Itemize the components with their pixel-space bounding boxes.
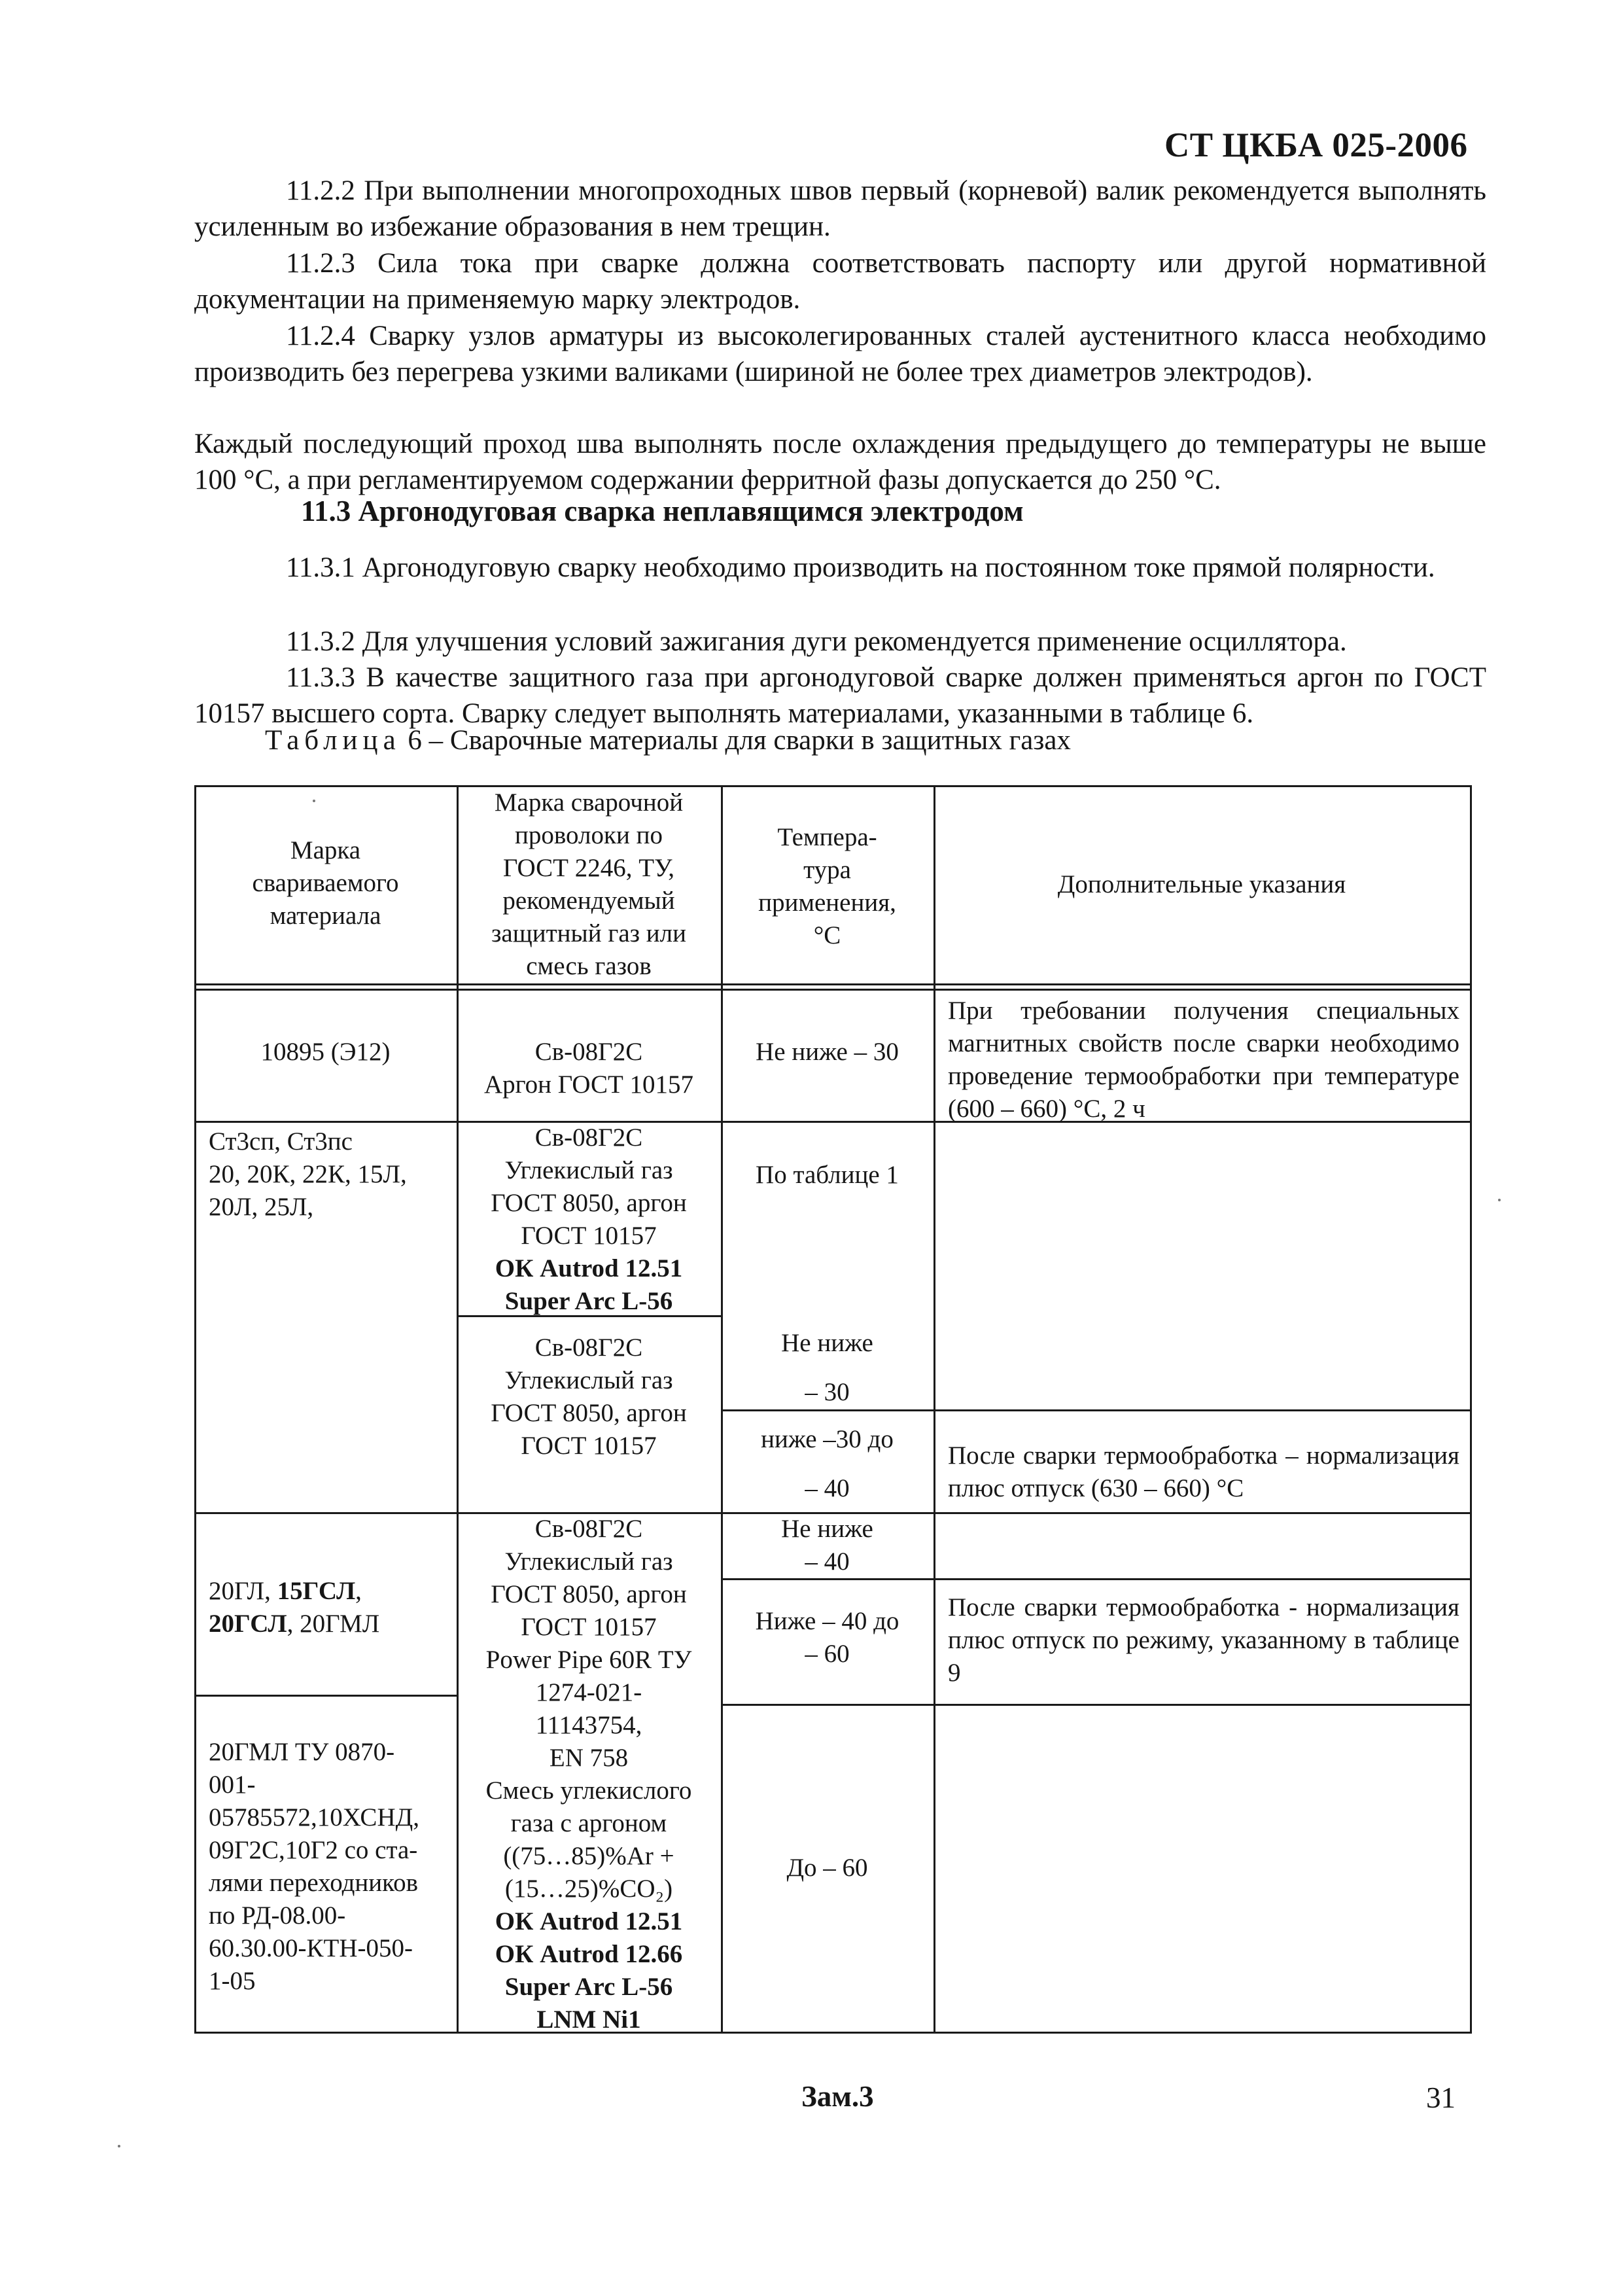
row3b-material-line: 60.30.00-КТН-050- [209, 1934, 413, 1962]
header-material [194, 834, 457, 932]
row3-wire-line: (15…25)%CO₂) [504, 1875, 673, 1903]
paragraph-11-2-4: 11.2.4 Сварку узлов арматуры из высоколегированных сталей аустенитного класса необходимо производить без перегрева узкими валиками (шириной не более трех диаметров электродов). [194, 321, 1486, 387]
row3b-material-line: 09Г2С,10Г2 со ста- [209, 1836, 418, 1864]
table-border-left [194, 785, 196, 2034]
row3a-material-part-bold: 15ГСЛ [277, 1577, 356, 1605]
header-wire-line: рекомендуемый [502, 887, 675, 915]
table-header-bottom-rule [194, 983, 1472, 985]
paragraph-11-3-2: 11.3.2 Для улучшения условий зажигания дуги рекомендуется применение осциллятора. [286, 626, 1347, 657]
col-divider-3 [934, 785, 935, 2034]
header-wire-line: защитный газ или [491, 919, 687, 947]
row3-wire-line: газа с аргоном [510, 1809, 667, 1837]
paragraph-11-2-2: 11.2.2 При выполнении многопроходных швов первый (корневой) валик рекомендуется выполнять усиленным во избежание образования в нем трещин. [194, 175, 1486, 242]
row3-wire-line: 1274-021- [535, 1678, 642, 1706]
row2a-wire-line: ГОСТ 10157 [521, 1222, 657, 1250]
row2a-wire [457, 1122, 721, 1318]
row2-material-line: Ст3сп, Ст3пс [209, 1127, 353, 1156]
row3-wire-bold-line: ОК Autrod 12.66 [495, 1940, 683, 1968]
row3b-material-line: 20ГМЛ ТУ 0870- [209, 1738, 395, 1766]
row3b-material-line: по РД-08.00- [209, 1901, 346, 1930]
paragraph-11-3-3: 11.3.3 В качестве защитного газа при аргонодуговой сварке должен применяться аргон по ГОСТ 10157 высшего сорта. Сварку следует выполнять материалами, указанными в таблице 6. [194, 662, 1486, 729]
row1-wire [457, 1036, 721, 1101]
table-border-right [1470, 785, 1472, 2034]
table-caption [265, 724, 1071, 756]
row2b-temp-line: – 40 [805, 1474, 850, 1502]
row3b-material [209, 1736, 454, 1998]
row1-temperature: Не ниже – 30 [756, 1038, 899, 1066]
row2a-wire-bold-line: Super Arc L-56 [504, 1287, 673, 1315]
row3-wire-line: 11143754, [535, 1711, 642, 1739]
row3-wire-line: ГОСТ 8050, аргон [491, 1580, 687, 1608]
table-border-bottom [194, 2032, 1472, 2034]
row1-wire-line: Аргон ГОСТ 10157 [483, 1070, 694, 1099]
change-mark: Зам.3 [801, 2080, 874, 2113]
paragraph-11-2-3: 11.2.3 Сила тока при сварке должна соответствовать паспорту или другой нормативной документации на применяемую марку электродов. [194, 248, 1486, 315]
header-temperature-line: °С [813, 921, 841, 949]
row2a-wire-line: Св-08Г2С [534, 1123, 643, 1152]
row3-wire-bold-line: Super Arc L-56 [504, 1973, 673, 2001]
header-wire [457, 786, 721, 983]
header-temperature [721, 821, 934, 952]
row2a-wire-bold-line: ОК Autrod 12.51 [495, 1254, 683, 1282]
row2b-temp-line: – 30 [805, 1378, 850, 1406]
row3-wire-bold-line: ОК Autrod 12.51 [495, 1907, 683, 1935]
row3b-temp-rule [721, 1704, 1472, 1706]
row3-wire-line: ((75…85)%Ar + [503, 1842, 674, 1870]
row3a-temp-rule [721, 1578, 1472, 1580]
row1-material: 10895 (Э12) [260, 1038, 391, 1066]
welding-materials-table [194, 785, 1472, 2034]
header-material-line: Марка [290, 836, 361, 864]
row1-notes: При требовании получения специальных магнитных свойств после сварки необходимо проведение термообработки при температуре (600 – 660) °С, 2 ч [948, 997, 1459, 1123]
row2a-wire-line: Углекислый газ [504, 1156, 673, 1184]
table-caption-prefix: Таблица [265, 725, 401, 756]
row2b-wire-line: ГОСТ 10157 [521, 1432, 657, 1460]
row3-wire-line: Power Pipe 60R ТУ [485, 1646, 692, 1674]
row2b-temp-line: Не ниже [781, 1329, 873, 1357]
row2b-temp-line: ниже –30 до [761, 1425, 894, 1453]
row3b-material-rule [194, 1695, 457, 1697]
row3a-material-part: , [355, 1577, 362, 1605]
header-temperature-line: применения, [758, 889, 896, 917]
row2b-notes: После сварки термообработка – нормализация плюс отпуск (630 – 660) °С [948, 1441, 1459, 1502]
header-temperature-line: тура [803, 856, 851, 884]
header-notes: Дополнительные указания [1057, 870, 1346, 898]
row2a-wire-line: ГОСТ 8050, аргон [491, 1189, 687, 1217]
row2b-wire-line: Углекислый газ [504, 1366, 673, 1394]
row3a-material [209, 1575, 454, 1640]
row2b-temperature-1 [721, 1318, 934, 1417]
row3a-temperature [721, 1513, 934, 1578]
row3b-temp-line: Ниже – 40 до [755, 1607, 899, 1635]
header-wire-line: смесь газов [526, 952, 652, 980]
row3b-temp-line: – 60 [805, 1640, 850, 1668]
header-material-line: материала [270, 902, 381, 930]
scan-speck [1498, 1199, 1501, 1201]
row2-material-line: 20Л, 25Л, [209, 1193, 314, 1221]
page-number: 31 [1426, 2081, 1456, 2114]
document-code: СТ ЦКБА 025-2006 [1164, 126, 1468, 164]
row3b-notes: После сварки термообработка - нормализация плюс отпуск по режиму, указанному в таблице 9 [948, 1593, 1459, 1687]
header-wire-line: проволоки по [515, 821, 663, 849]
table-header-bottom-rule-2 [194, 989, 1472, 991]
table-caption-title: 6 – Сварочные материалы для сварки в защитных газах [408, 725, 1071, 756]
paragraph-11-3-1: 11.3.1 Аргонодуговую сварку необходимо производить на постоянном токе прямой полярности. [286, 552, 1435, 583]
row3-wire-line: ГОСТ 10157 [521, 1613, 657, 1641]
row3c-temperature: До – 60 [786, 1854, 868, 1882]
row3b-material-line: 05785572,10ХСНД, [209, 1803, 419, 1831]
row3a-material-part: , 20ГМЛ [287, 1610, 380, 1638]
row3-wire-line: EN 758 [549, 1744, 629, 1772]
header-temperature-line: Темпера- [777, 823, 877, 851]
section-heading-11-3: 11.3 Аргонодуговая сварка неплавящимся электродом [301, 495, 1024, 527]
row3b-temperature [721, 1605, 934, 1670]
row3a-temp-line: Не ниже [781, 1515, 873, 1543]
header-material-line: свариваемого [252, 869, 399, 897]
scan-speck [118, 2145, 120, 2147]
header-wire-line: ГОСТ 2246, ТУ, [502, 854, 675, 882]
scan-speck [313, 800, 315, 802]
row3-wire-line: Св-08Г2С [534, 1515, 643, 1543]
row3-wire-line: Углекислый газ [504, 1547, 673, 1576]
row3b-material-line: 001- [209, 1771, 256, 1799]
row3-wire-line: Смесь углекислого [485, 1776, 692, 1805]
row2-material-line: 20, 20К, 22К, 15Л, [209, 1160, 407, 1188]
table-border-top [194, 785, 1472, 787]
row3a-temp-line: – 40 [805, 1547, 850, 1576]
row3a-material-part: 20ГЛ, [209, 1577, 277, 1605]
row3a-material-part-bold: 20ГСЛ [209, 1610, 287, 1638]
row3-wire [457, 1513, 721, 2036]
paragraph-interpass: Каждый последующий проход шва выполнять после охлаждения предыдущего до температуры не выше 100 °С, а при регламентируемом содержании ферритной фазы допускается до 250 °С. [194, 429, 1486, 495]
row2a-temperature: По таблице 1 [756, 1161, 899, 1189]
row3b-material-line: лями переходников [209, 1869, 419, 1897]
header-wire-line: Марка сварочной [494, 788, 684, 817]
row3-wire-bold-line: LNM Ni1 [536, 2005, 641, 2034]
row2b-wire [457, 1332, 721, 1462]
row1-wire-line: Св-08Г2С [534, 1038, 643, 1066]
row2b-wire-line: Св-08Г2С [534, 1333, 643, 1362]
row2b-temperature-2 [721, 1415, 934, 1513]
row3b-material-line: 1-05 [209, 1967, 256, 1995]
row2b-wire-line: ГОСТ 8050, аргон [491, 1399, 687, 1427]
row2-material [209, 1125, 454, 1224]
